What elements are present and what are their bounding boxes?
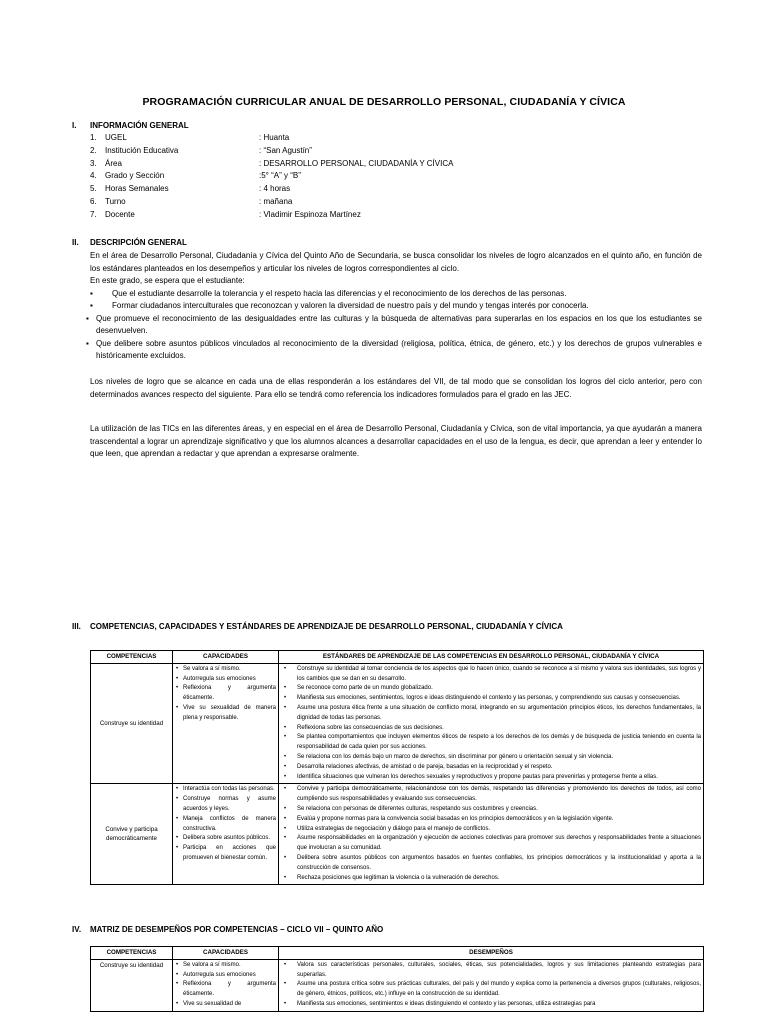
list-item: • Desarrolla relaciones afectivas, de amistad o de pareja, basadas en la reciprocidad y el respeto. xyxy=(281,763,701,773)
column-header: ESTÁNDARES DE APRENDIZAJE DE LAS COMPETENCIAS EN DESARROLLO PERSONAL, CIUDADANÍA Y CÍVICA xyxy=(279,651,704,664)
info-row xyxy=(90,133,453,146)
list-item: • Asume responsabilidades en la organización y ejecución de acciones colectivas para promover sus derechos y responsabilidades frente a situaciones que involucran a su comunidad. xyxy=(281,834,701,854)
section-4-number: IV. xyxy=(72,925,82,934)
list-item: • Delibera sobre asuntos públicos. xyxy=(175,834,276,844)
page-title: PROGRAMACIÓN CURRICULAR ANUAL DE DESARROLLO PERSONAL, CIUDADANÍA Y CÍVICA xyxy=(142,96,626,108)
list-item: • Se relaciona con personas de diferentes culturas, respetando sus costumbres y creencias. xyxy=(281,805,701,815)
info-row xyxy=(90,171,453,184)
info-value: : “San Agustín” xyxy=(259,145,312,155)
general-info-list xyxy=(90,133,453,223)
list-item: • Se valora a sí mismo. xyxy=(175,665,276,675)
info-number: 3. xyxy=(90,158,97,168)
list-item: • Construye su identidad al tomar conciencia de los aspectos que lo hacen único, cuando se reconoce a sí mismo y valora sus identidades, sus logros y los cambios que se dan en su desarrollo. xyxy=(281,665,701,685)
list-item: • Asume una postura ética frente a una situación de conflicto moral, integrando en su argumentación principios éticos, los derechos fundamentales, la dignidad de todas las personas. xyxy=(281,704,701,724)
list-item xyxy=(90,300,702,313)
list-item: • Se reconoce como parte de un mundo globalizado. xyxy=(281,684,701,694)
list-item: • Reflexiona y argumenta éticamente. xyxy=(175,980,276,1000)
info-row xyxy=(90,197,453,210)
bullet-marker: ▪ xyxy=(90,288,93,298)
list-item: • Vive su sexualidad de xyxy=(175,1000,276,1010)
table-header-row xyxy=(91,651,704,664)
description-lead: En este grado, se espera que el estudiante: xyxy=(90,276,245,285)
info-label: Institución Educativa xyxy=(105,145,179,155)
info-value: : 4 horas xyxy=(259,184,291,194)
list-item: • Rechaza posiciones que legitiman la violencia o la vulneración de derechos. xyxy=(281,874,701,884)
list-item: • Evalúa y propone normas para la convivencia social basadas en los principios democráticos y en la legislación vigente. xyxy=(281,815,701,825)
table-row xyxy=(91,959,704,1011)
info-number: 1. xyxy=(90,133,97,142)
list-item-text: Que el estudiante desarrolle la tolerancia y el respeto hacia las diferencias y el reconocimiento de los derechos de las personas. xyxy=(112,288,567,298)
capacities-cell xyxy=(173,663,279,784)
list-item: • Manifiesta sus emociones, sentimientos e ideas distinguiendo el contexto y las personas, utiliza estrategias para xyxy=(281,1000,701,1010)
table-row xyxy=(91,663,704,784)
list-item: • Valora sus características personales, culturales, sociales, éticas, sus potencialidades, logros y sus limitaciones planteando estrategias para superarlas. xyxy=(281,961,701,981)
table-header-row xyxy=(91,947,704,960)
description-intro: En el área de Desarrollo Personal, Ciudadanía y Cívica del Quinto Año de Secundaria, se busca consolidar los niveles de logro alcanzados en el quinto año, en función de los estándares planteados en los desempeños y articular los niveles de logros correspondientes al ciclo. xyxy=(90,251,702,273)
section-3-heading xyxy=(72,622,563,631)
list-item: • Se relaciona con los demás bajo un marco de derechos, sin discriminar por género u orientación sexual y sin violencia. xyxy=(281,753,701,763)
info-label: UGEL xyxy=(105,133,127,142)
column-header: COMPETENCIAS xyxy=(91,651,173,664)
list-item xyxy=(86,338,702,363)
list-item xyxy=(86,313,702,338)
list-item: • Utiliza estrategias de negociación y diálogo para el manejo de conflictos. xyxy=(281,825,701,835)
performance-matrix-table xyxy=(90,946,704,1012)
list-item: • Delibera sobre asuntos públicos con argumentos basados en fuentes confiables, los principios democráticos y la institucionalidad y aporta a la construcción de consensos. xyxy=(281,854,701,874)
info-number: 5. xyxy=(90,184,97,194)
info-number: 2. xyxy=(90,145,97,155)
section-2-title: DESCRIPCIÓN GENERAL xyxy=(90,238,187,247)
list-item: • Reflexiona y argumenta éticamente. xyxy=(175,684,276,704)
column-header: CAPACIDADES xyxy=(173,651,279,664)
info-row xyxy=(90,146,453,159)
list-item: • Se plantea comportamientos que incluyen elementos éticos de respeto a los derechos de los demás y de búsqueda de justicia teniendo en cuenta la responsabilidad de cada quien por sus acciones. xyxy=(281,733,701,753)
info-value: : Huanta xyxy=(259,133,290,142)
list-item xyxy=(90,288,702,301)
list-item: • Reflexiona sobre las consecuencias de sus decisiones. xyxy=(281,724,701,734)
description-paragraph-3: La utilización de las TICs en las diferentes áreas, y en especial en el área de Desarrollo Personal, Ciudadanía y Cívica, son de vital importancia, ya que ayudarán a manera trascendental a lograr un aprendizaje significativo y que los alumnos alcances a desarrollar capacidades en el uso de la lengua, es decir, que aprendan a leer y entender lo que leen, que aprendan a redactar y que aprendan a expresarse oralmente. xyxy=(90,424,702,458)
performances-cell xyxy=(279,959,704,1011)
description-block xyxy=(86,250,702,363)
list-item: • Interactúa con todas las personas. xyxy=(175,785,276,795)
section-2-number: II. xyxy=(72,238,79,247)
capacities-cell xyxy=(173,784,279,885)
list-item: • Convive y participa democráticamente, relacionándose con los demás, respetando las diferencias y promoviendo los derechos de todos, así como cumpliendo sus responsabilidades y evaluando sus consecuencias. xyxy=(281,785,701,805)
table-row xyxy=(91,784,704,885)
list-item: • Vive su sexualidad de manera plena y responsable. xyxy=(175,704,276,724)
info-value: : DESARROLLO PERSONAL, CIUDADANÍA Y CÍVICA xyxy=(259,158,454,168)
list-item-text: Que delibere sobre asuntos públicos vinculados al reconocimiento de la diversidad (religiosa, política, étnica, de género, etc.) y los derechos de grupos vulnerables e históricamente excluidos. xyxy=(96,338,702,360)
capacities-cell xyxy=(173,959,279,1011)
bullet-marker: ▪ xyxy=(86,313,89,323)
list-item: • Se valora a sí mismo. xyxy=(175,961,276,971)
list-item: • Manifiesta sus emociones, sentimientos, logros e ideas distinguiendo el contexto y las personas, y comprendiendo sus causas y consecuencias. xyxy=(281,694,701,704)
section-1-heading xyxy=(72,121,189,130)
section-4-heading xyxy=(72,925,383,934)
info-label: Grado y Sección xyxy=(105,171,165,181)
list-item: • Maneja conflictos de manera constructiva. xyxy=(175,815,276,835)
info-value: :5° “A” y “B” xyxy=(259,171,301,181)
section-1-number: I. xyxy=(72,121,77,130)
competency-cell: Construye su identidad xyxy=(91,663,173,784)
list-item: • Autorregula sus emociones xyxy=(175,675,276,685)
info-label: Área xyxy=(105,158,122,168)
list-item-text: Formar ciudadanos interculturales que reconozcan y valoren la diversidad de nuestro país y del mundo y tengas interés por conocerla. xyxy=(112,301,589,310)
column-header: CAPACIDADES xyxy=(173,947,279,960)
bullet-marker: ▪ xyxy=(90,301,93,310)
info-row xyxy=(90,210,453,223)
info-number: 7. xyxy=(90,209,97,219)
section-3-title: COMPETENCIAS, CAPACIDADES Y ESTÁNDARES DE APRENDIZAJE DE DESARROLLO PERSONAL, CIUDADANÍA Y CÍVICA xyxy=(90,622,563,631)
info-label: Docente xyxy=(105,209,135,219)
section-1-title: INFORMACIÓN GENERAL xyxy=(90,121,189,130)
list-item: • Autorregula sus emociones xyxy=(175,971,276,981)
list-item: • Asume una postura crítica sobre sus prácticas culturales, del país y del mundo y explica como la pertenencia a diversos grupos (culturales, religiosos, de género, étnicos, políticos, etc.) influye en la construcción de su identidad. xyxy=(281,980,701,1000)
info-row xyxy=(90,159,453,172)
list-item: • Construye normas y asume acuerdos y leyes. xyxy=(175,795,276,815)
info-number: 6. xyxy=(90,196,97,206)
standards-cell xyxy=(279,663,704,784)
section-4-title: MATRIZ DE DESEMPEÑOS POR COMPETENCIAS – CICLO VII – QUINTO AÑO xyxy=(90,925,384,934)
column-header: COMPETENCIAS xyxy=(91,947,173,960)
info-label: Turno xyxy=(105,196,126,206)
competency-cell: Convive y participa democráticamente xyxy=(91,784,173,885)
standards-cell xyxy=(279,784,704,885)
list-item: • Identifica situaciones que vulneran los derechos sexuales y reproductivos y propone pautas para prevenirlas y protegerse frente a ellas. xyxy=(281,773,701,783)
bullet-marker: ▪ xyxy=(86,338,89,348)
info-value: : Vladimir Espinoza Martínez xyxy=(259,209,361,219)
list-item-text: Que promueve el reconocimiento de las desigualdades entre las culturas y la búsqueda de alternativas para superarlas en los espacios en los que los estudiantes se desenvuelven. xyxy=(96,313,702,335)
info-value: : mañana xyxy=(259,196,293,206)
section-2-heading xyxy=(72,238,187,247)
section-3-number: III. xyxy=(72,622,81,631)
competencies-table xyxy=(90,650,704,885)
list-item: • Participa en acciones que promueven el bienestar común. xyxy=(175,844,276,864)
competency-cell: Construye su identidad xyxy=(91,959,173,1011)
info-number: 4. xyxy=(90,171,97,181)
info-row xyxy=(90,184,453,197)
description-paragraph-2: Los niveles de logro que se alcance en cada una de ellas responderán a los estándares del VII, de tal modo que se consolidan los logros del ciclo anterior, pero con determinados avances respecto del siguiente. Para ello se tendrá como referencia los indicadores formulados para el grado en las JEC. xyxy=(90,377,702,399)
column-header: DESEMPEÑOS xyxy=(279,947,704,960)
info-label: Horas Semanales xyxy=(105,184,169,194)
